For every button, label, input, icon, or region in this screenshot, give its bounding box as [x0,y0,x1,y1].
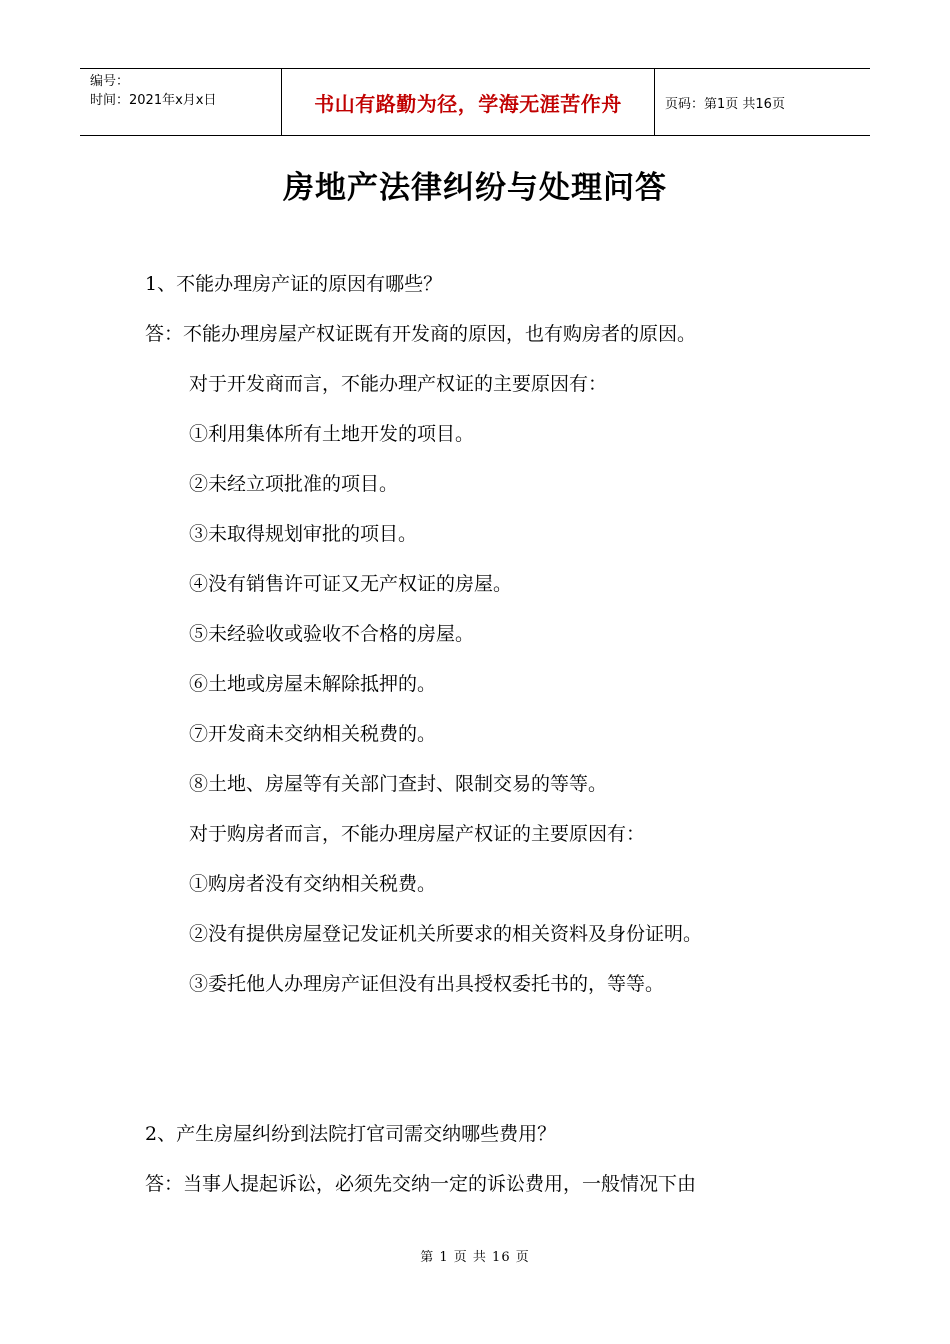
page-header [80,68,870,136]
answer-1-line: ⑤未经验收或验收不合格的房屋。 [189,623,475,645]
time-label: 时间：2021年x月x日 [90,93,217,108]
page-footer: 第 1 页 共 16 页 [420,1250,530,1265]
answer-1-line: ②没有提供房屋登记发证机关所要求的相关资料及身份证明。 [189,923,703,945]
answer-1-line: 对于购房者而言，不能办理房屋产权证的主要原因有： [189,823,646,845]
header-motto: 书山有路勤为径，学海无涯苦作舟 [282,69,655,135]
answer-1-line: 对于开发商而言，不能办理产权证的主要原因有： [189,373,608,395]
answer-1: 答：不能办理房屋产权证既有开发商的原因，也有购房者的原因。 [145,323,697,345]
answer-1-line: ①购房者没有交纳相关税费。 [189,873,437,895]
answer-1-line: ③未取得规划审批的项目。 [189,523,418,545]
answer-2: 答：当事人提起诉讼，必须先交纳一定的诉讼费用，一般情况下由 [145,1173,697,1195]
answer-1-line: ⑦开发商未交纳相关税费的。 [189,723,437,745]
section-gap [145,1016,845,1116]
answer-1-line: ③委托他人办理房产证但没有出具授权委托书的，等等。 [189,973,665,995]
answer-1-line: ①利用集体所有土地开发的项目。 [189,423,475,445]
answer-1-line: ④没有销售许可证又无产权证的房屋。 [189,573,513,595]
document-title: 房地产法律纠纷与处理问答 [283,170,667,206]
answer-1-line: ⑥土地或房屋未解除抵押的。 [189,673,437,695]
number-label: 编号： [90,74,130,89]
question-2: 2、产生房屋纠纷到法院打官司需交纳哪些费用？ [145,1123,557,1145]
document-body [145,266,845,1216]
header-page-info: 页码：第1页 共16页 [665,96,785,112]
answer-1-line: ⑧土地、房屋等有关部门查封、限制交易的等等。 [189,773,608,795]
header-meta [80,69,282,135]
answer-1-line: ②未经立项批准的项目。 [189,473,399,495]
question-1: 1、不能办理房产证的原因有哪些？ [145,273,443,295]
